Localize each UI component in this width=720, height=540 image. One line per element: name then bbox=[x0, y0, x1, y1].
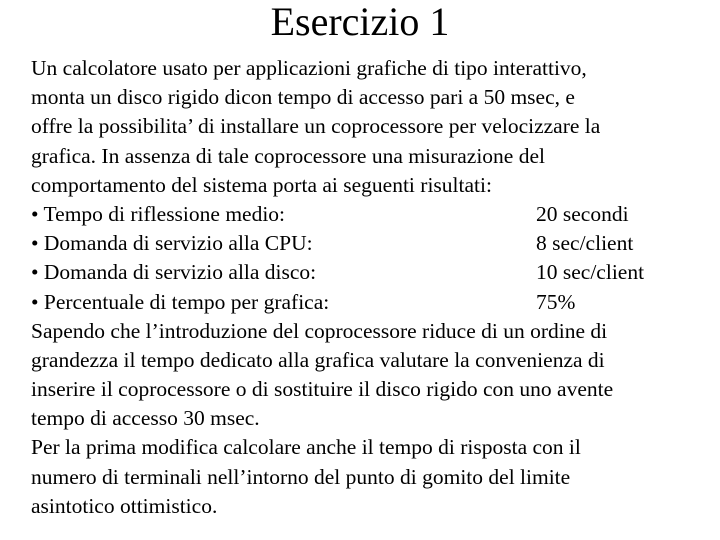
intro-line: monta un disco rigido dicon tempo di accesso pari a 50 msec, e bbox=[31, 85, 575, 110]
bullet-item bbox=[31, 288, 701, 317]
intro-line: Un calcolatore usato per applicazioni grafiche di tipo interattivo, bbox=[31, 56, 587, 80]
bullet-label: • Percentuale di tempo per grafica: bbox=[31, 289, 330, 314]
outro-line: grandezza il tempo dedicato alla grafica valutare la convenienza di bbox=[31, 347, 605, 372]
intro-line: grafica. In assenza di tale coprocessore una misurazione del bbox=[31, 143, 545, 168]
outro-line: numero di terminali nell’intorno del punto di gomito del limite bbox=[31, 464, 571, 489]
bullet-item bbox=[31, 229, 701, 258]
bullet-label: • Domanda di servizio alla CPU: bbox=[31, 231, 313, 256]
bullet-value: 8 sec/client bbox=[536, 231, 634, 256]
bullet-value: 75% bbox=[536, 289, 576, 314]
outro-line: asintotico ottimistico. bbox=[31, 493, 218, 518]
exercise-text bbox=[31, 54, 701, 521]
outro-line: Per la prima modifica calcolare anche il tempo di risposta con il bbox=[31, 435, 581, 460]
outro-line: Sapendo che l’introduzione del coprocessore riduce di un ordine di bbox=[31, 318, 608, 343]
outro-line: inserire il coprocessore o di sostituire il disco rigido con uno avente bbox=[31, 377, 614, 402]
bullet-value: 20 secondi bbox=[536, 201, 629, 226]
outro-line: tempo di accesso 30 msec. bbox=[31, 406, 260, 431]
bullet-value: 10 sec/client bbox=[536, 260, 645, 285]
slide-title: Esercizio 1 bbox=[270, 0, 450, 44]
bullet-label: • Domanda di servizio alla disco: bbox=[31, 260, 317, 285]
bullet-item bbox=[31, 258, 701, 287]
intro-line: comportamento del sistema porta ai seguenti risultati: bbox=[31, 172, 492, 197]
intro-line: offre la possibilita’ di installare un coprocessore per velocizzare la bbox=[31, 114, 601, 139]
bullet-item bbox=[31, 200, 701, 229]
bullet-label: • Tempo di riflessione medio: bbox=[31, 201, 286, 226]
